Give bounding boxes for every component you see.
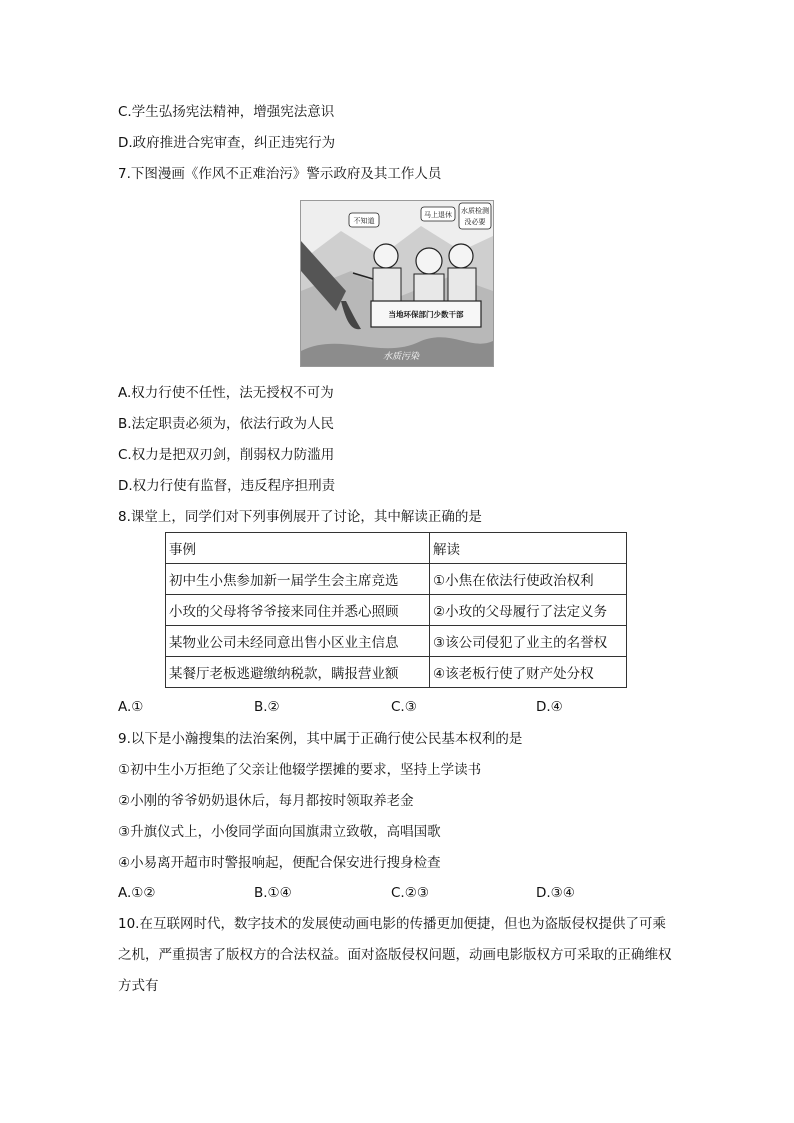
q7-stem: 7.下图漫画《作风不正难治污》警示政府及其工作人员 <box>118 166 442 182</box>
q6-option-d: D.政府推进合宪审查，纠正违宪行为 <box>118 135 336 151</box>
table-cell: 某餐厅老板逃避缴纳税款，瞒报营业额 <box>166 657 430 688</box>
q8-option-c: C.③ <box>391 699 417 715</box>
table-row <box>166 564 627 595</box>
table-row <box>166 626 627 657</box>
table-row <box>166 595 627 626</box>
q7-option-a: A.权力行使不任性，法无授权不可为 <box>118 385 334 401</box>
table-header-row <box>166 533 627 564</box>
table-header-cell: 解读 <box>430 533 627 564</box>
q9-option-d: D.③④ <box>536 885 575 901</box>
q8-option-a: A.① <box>118 699 144 715</box>
q9-item-3: ③升旗仪式上，小俊同学面向国旗肃立致敬，高唱国歌 <box>118 824 441 840</box>
table-cell: 某物业公司未经同意出售小区业主信息 <box>166 626 430 657</box>
q7-option-b: B.法定职责必须为，依法行政为人民 <box>118 416 335 432</box>
river-label: 水质污染 <box>382 352 420 362</box>
q9-option-a: A.①② <box>118 885 156 901</box>
q7-option-d: D.权力行使有监督，违反程序担刑责 <box>118 478 336 494</box>
q9-item-2: ②小刚的爷爷奶奶退休后，每月都按时领取养老金 <box>118 793 414 809</box>
table-cell: ②小玫的父母履行了法定义务 <box>430 595 627 626</box>
table-cell: 小玫的父母将爷爷接来同住并悉心照顾 <box>166 595 430 626</box>
table-cell: ①小焦在依法行使政治权利 <box>430 564 627 595</box>
cartoon-image <box>300 200 494 367</box>
q8-option-b: B.② <box>254 699 280 715</box>
placard-text: 当地环保部门少数干部 <box>388 310 464 319</box>
q8-option-d: D.④ <box>536 699 563 715</box>
q8-stem: 8.课堂上，同学们对下列事例展开了讨论，其中解读正确的是 <box>118 509 482 525</box>
q9-item-4: ④小易离开超市时警报响起，便配合保安进行搜身检查 <box>118 855 441 871</box>
q9-options <box>118 885 678 903</box>
bubble-right-text-2: 没必要 <box>464 218 486 226</box>
case-table <box>165 532 627 688</box>
q6-option-c: C.学生弘扬宪法精神，增强宪法意识 <box>118 104 335 120</box>
bubble-left-text: 不知道 <box>353 217 375 225</box>
q9-item-1: ①初中生小万拒绝了父亲让他辍学摆摊的要求，坚持上学读书 <box>118 762 482 778</box>
table-row <box>166 657 627 688</box>
q8-options <box>118 699 678 717</box>
q9-option-c: C.②③ <box>391 885 429 901</box>
q7-option-c: C.权力是把双刃剑，削弱权力防滥用 <box>118 447 335 463</box>
bubble-middle-text: 马上退休 <box>424 211 452 219</box>
q9-stem: 9.以下是小瀚搜集的法治案例，其中属于正确行使公民基本权利的是 <box>118 731 523 747</box>
table-cell: ③该公司侵犯了业主的名誉权 <box>430 626 627 657</box>
q10-stem: 10.在互联网时代，数字技术的发展使动画电影的传播更加便捷，但也为盗版侵权提供了可乘之机，严重损害了版权方的合法权益。面对盗版侵权问题，动画电影版权方可采取的正确维权方式有 <box>118 916 672 994</box>
table-header-cell: 事例 <box>166 533 430 564</box>
q9-option-b: B.①④ <box>254 885 292 901</box>
table-cell: ④该老板行使了财产处分权 <box>430 657 627 688</box>
table-cell: 初中生小焦参加新一届学生会主席竞选 <box>166 564 430 595</box>
bubble-right-text-1: 水质检测 <box>461 207 489 215</box>
